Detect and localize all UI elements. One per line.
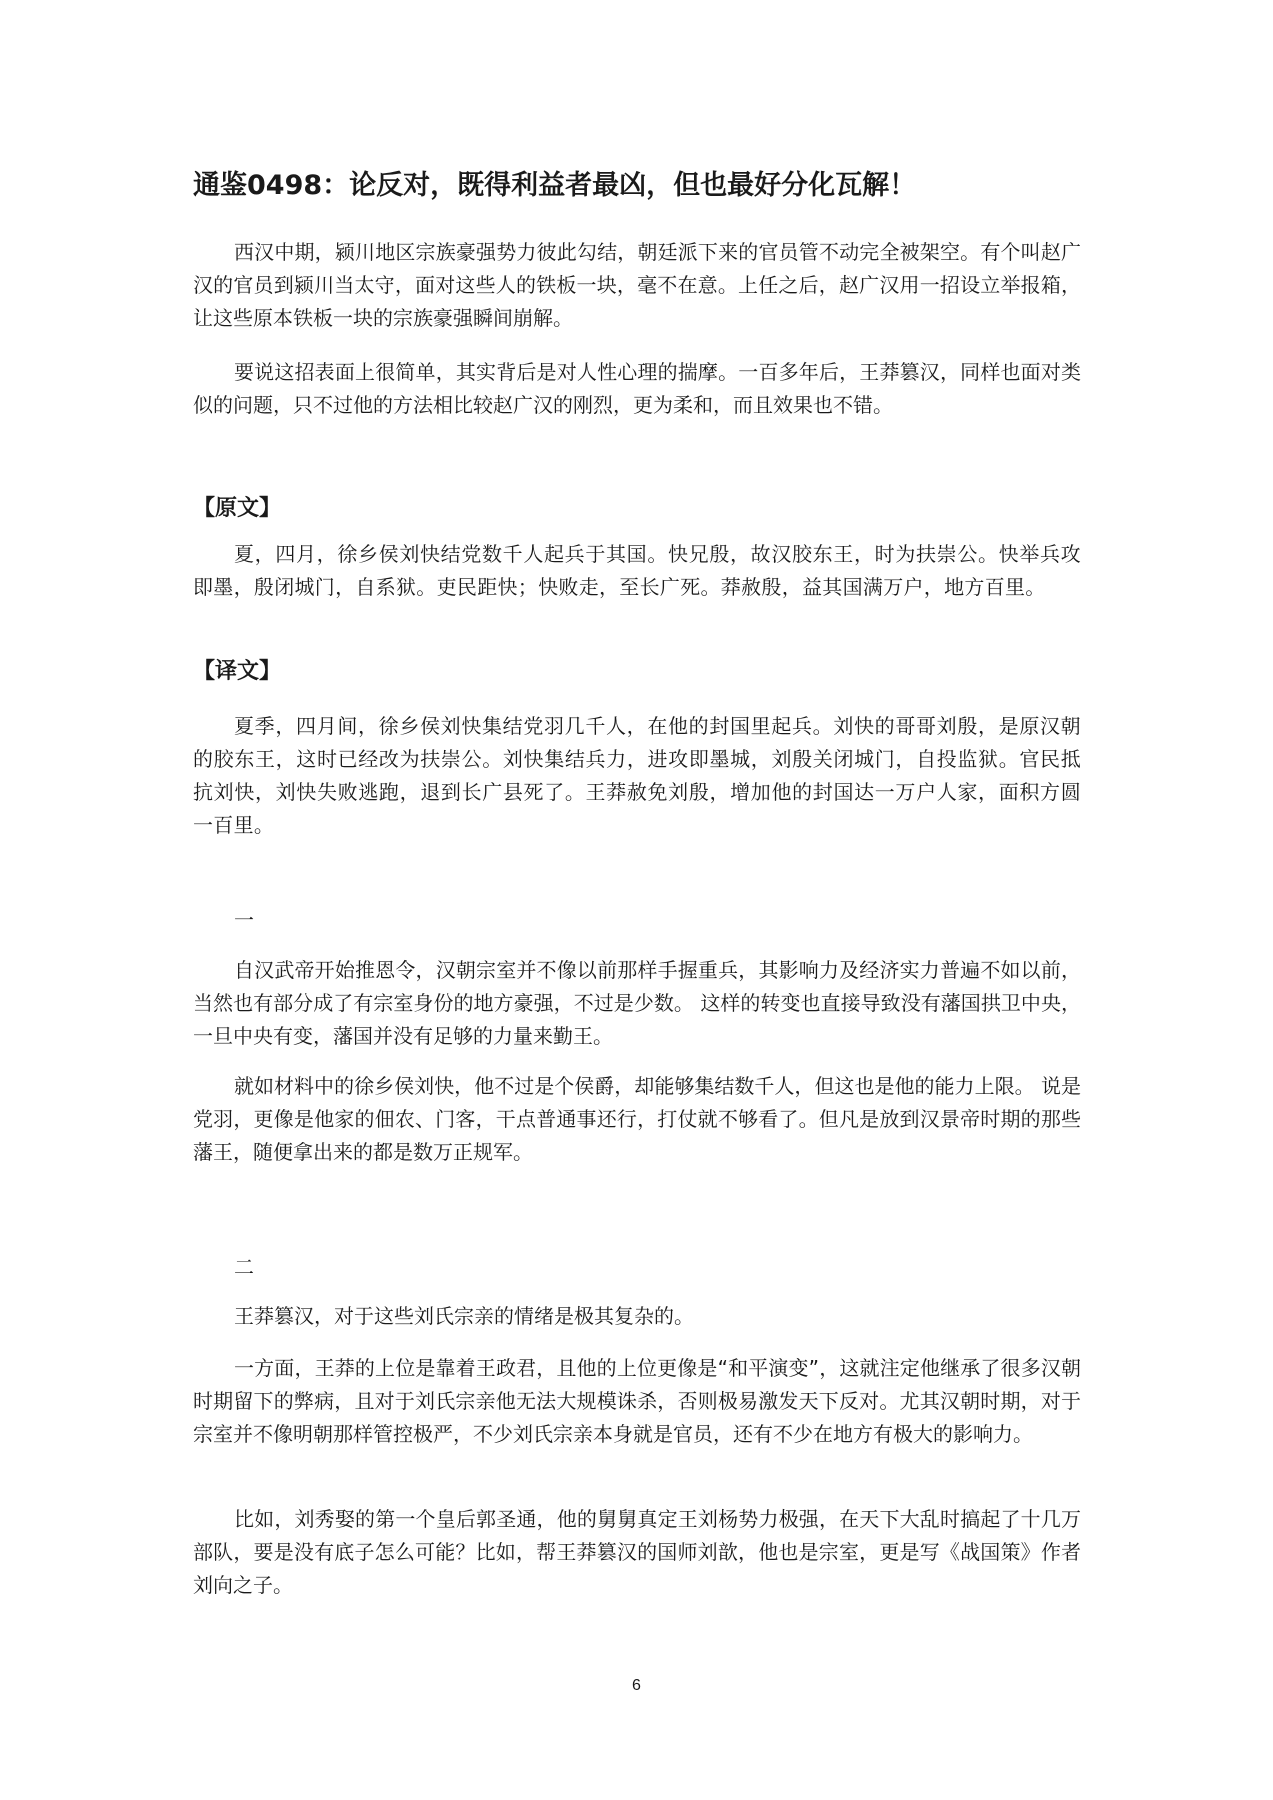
translation-heading: 【译文】: [193, 659, 282, 684]
section-2-paragraph-3: 比如，刘秀娶的第一个皇后郭圣通，他的舅舅真定王刘杨势力极强，在天下大乱时搞起了十几万部队，要是没有底子怎么可能？比如，帮王莽篡汉的国师刘歆，他也是宗室，更是写《战国策》作者刘向之子。: [193, 1507, 1081, 1597]
section-number-2: 二: [234, 1255, 254, 1279]
translation-paragraph: 夏季，四月间，徐乡侯刘快集结党羽几千人，在他的封国里起兵。刘快的哥哥刘殷，是原汉朝的胶东王，这时已经改为扶崇公。刘快集结兵力，进攻即墨城，刘殷关闭城门，自投监狱。官民抵抗刘快，刘快失败逃跑，退到长广县死了。王莽赦免刘殷，增加他的封国达一万户人家，面积方圆一百里。: [193, 714, 1081, 837]
intro-paragraph-1: 西汉中期，颍川地区宗族豪强势力彼此勾结，朝廷派下来的官员管不动完全被架空。有个叫赵广汉的官员到颍川当太守，面对这些人的铁板一块，毫不在意。上任之后，赵广汉用一招设立举报箱，让这些原本铁板一块的宗族豪强瞬间崩解。: [193, 240, 1081, 330]
section-2-paragraph-1: 王莽篡汉，对于这些刘氏宗亲的情绪是极其复杂的。: [234, 1304, 694, 1328]
page-number: 6: [632, 1677, 641, 1694]
section-1-paragraph-2: 就如材料中的徐乡侯刘快，他不过是个侯爵，却能够集结数千人，但这也是他的能力上限。 说是党羽，更像是他家的佃农、门客，干点普通事还行，打仗就不够看了。但凡是放到汉景帝时期的那些藩王，随便拿出来的都是数万正规军。: [193, 1074, 1081, 1164]
intro-paragraph-2: 要说这招表面上很简单，其实背后是对人性心理的揣摩。一百多年后，王莽篡汉，同样也面对类似的问题，只不过他的方法相比较赵广汉的刚烈，更为柔和，而且效果也不错。: [193, 360, 1081, 417]
section-number-1: 一: [234, 908, 254, 932]
article-title: 通鉴0498：论反对，既得利益者最凶，但也最好分化瓦解！: [193, 170, 917, 201]
section-1-paragraph-1: 自汉武帝开始推恩令，汉朝宗室并不像以前那样手握重兵，其影响力及经济实力普遍不如以前，当然也有部分成了有宗室身份的地方豪强，不过是少数。 这样的转变也直接导致没有藩国拱卫中央，一旦中央有变，藩国并没有足够的力量来勤王。: [193, 958, 1081, 1048]
original-text-paragraph: 夏，四月，徐乡侯刘快结党数千人起兵于其国。快兄殷，故汉胶东王，时为扶崇公。快举兵攻即墨，殷闭城门，自系狱。吏民距快；快败走，至长广死。莽赦殷，益其国满万户，地方百里。: [193, 542, 1081, 599]
original-text-heading: 【原文】: [193, 496, 282, 521]
section-2-paragraph-2: 一方面，王莽的上位是靠着王政君，且他的上位更像是“和平演变”，这就注定他继承了很多汉朝时期留下的弊病，且对于刘氏宗亲他无法大规模诛杀，否则极易激发天下反对。尤其汉朝时期，对于宗室并不像明朝那样管控极严，不少刘氏宗亲本身就是官员，还有不少在地方有极大的影响力。: [193, 1356, 1081, 1446]
